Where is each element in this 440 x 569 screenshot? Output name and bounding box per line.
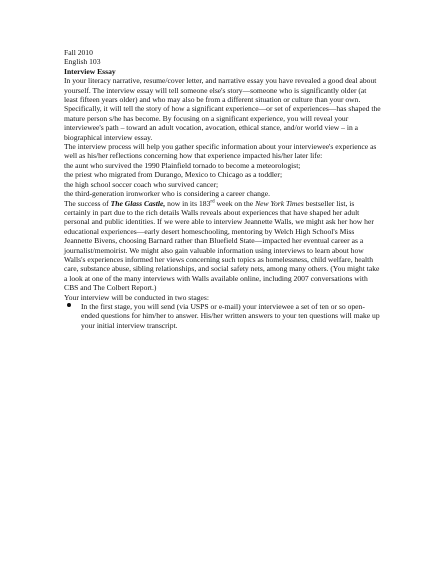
process-paragraph: The interview process will help you gather specific information about your interviewee's experience as well as his/her reflections concerning how that experience impacted his/her later life: — [64, 142, 377, 161]
ordinal-suffix: rd — [210, 198, 215, 204]
stages-list — [64, 302, 382, 330]
course-line: English 103 — [64, 57, 101, 67]
page-title: Interview Essay — [64, 66, 116, 76]
newspaper-title: New York Times — [255, 198, 304, 208]
example-item: the priest who migrated from Durango, Mexico to Chicago as a toddler; — [64, 170, 283, 180]
success-rest: bestseller list, is certainly in part due to the rich details Walls reveals about experiences that have shaped her adult personal and public identities. If we were able to interview Jeannette Walls, we might ask her how her educational experiences—early desert homeschooling, mentoring by Welch High School's Miss Jeannette Bivens, choosing Barnard rather than Bluefield State—impacted her eventual career as a journalist/memoirist. We might also gain valuable information using interviews to learn about how Walls's experiences informed her views concerning such topics as homelessness, child welfare, health care, substance abuse, sibling relationships, and social safety nets, among many others. (You might take a look at one of the many interviews with Walls available online, including 2007 conversations with CBS and The Colbert Report.) — [64, 198, 380, 293]
example-item: the high school soccer coach who survived cancer; — [64, 179, 219, 189]
success-paragraph — [64, 199, 382, 293]
success-lead: The success of — [64, 198, 111, 208]
stage-item — [64, 302, 382, 330]
example-item: the third-generation ironworker who is considering a career change. — [64, 189, 271, 199]
stage-text: In the first stage, you will send (via USPS or e-mail) your interviewee a set of ten or so open-ended questions for him/her to answer. His/her written answers to your ten questions will make up your initial interview transcript. — [81, 301, 380, 330]
bullet-icon — [67, 303, 71, 307]
success-mid1: now in its 183 — [165, 198, 211, 208]
example-item: the aunt who survived the 1990 Plainfield tornado to become a meteorologist; — [64, 160, 301, 170]
book-title: The Glass Castle, — [110, 198, 166, 208]
document-body — [64, 48, 382, 330]
intro-paragraph: In your literacy narrative, resume/cover letter, and narrative essay you have revealed a good deal about yourself. The interview essay will tell someone else's story—someone who is significantly older (at least fifteen years older) and who may also be from a different situation or culture than your own. Specifically, it will tell the story of how a significant experience—or set of experiences—has shaped the mature person s/he has become. By focusing on a significant experience, you will reveal your interviewee's path – toward an adult vocation, avocation, ethical stance, and/or world view – in a biographical interview essay. — [64, 76, 381, 142]
term-line: Fall 2010 — [64, 48, 93, 57]
success-mid2: week on the — [214, 198, 256, 208]
stages-intro: Your interview will be conducted in two stages: — [64, 292, 209, 302]
